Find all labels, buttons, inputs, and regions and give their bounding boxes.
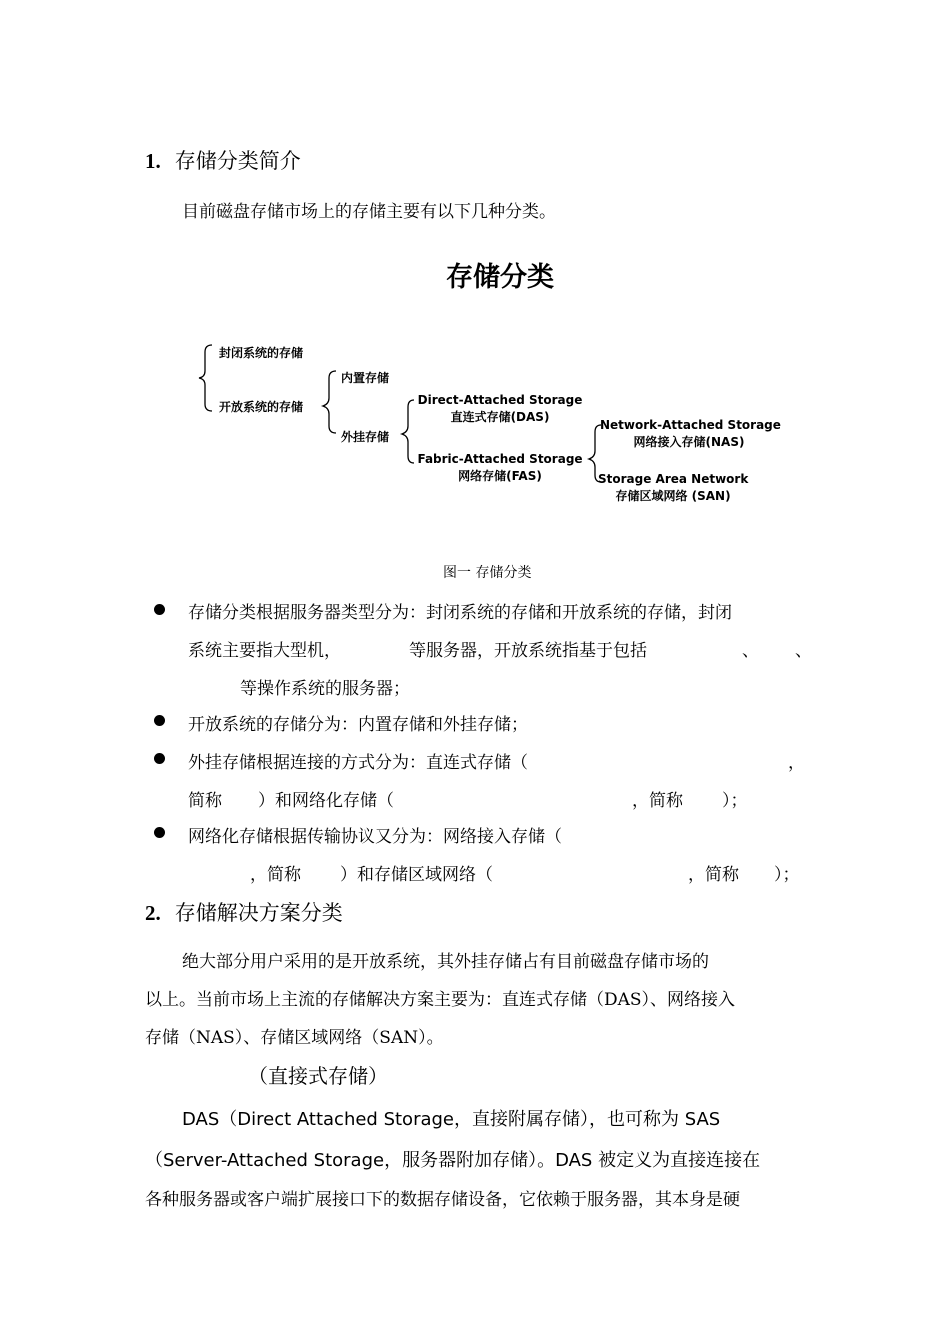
section1-title: 存储分类简介 bbox=[174, 149, 301, 173]
figure-caption: 图一 存储分类 bbox=[443, 565, 532, 581]
bullet3-line2a: 简称 bbox=[188, 791, 222, 811]
bullet-dot bbox=[154, 715, 165, 726]
bullet1-line2a: 系统主要指大型机， bbox=[188, 641, 341, 661]
section2-para1-line2: 以上。当前市场上主流的存储解决方案主要为：直连式存储（DAS）、网络接入 bbox=[145, 990, 736, 1010]
node-san bbox=[598, 472, 748, 504]
section2-para1-line1: 绝大部分用户采用的是开放系统，其外挂存储占有目前磁盘存储市场的 bbox=[182, 952, 709, 972]
bullet-dot bbox=[154, 604, 165, 615]
das-subheading: （直接式存储） bbox=[248, 1064, 388, 1088]
bullet4-line1: 网络化存储根据传输协议又分为：网络接入存储（ bbox=[188, 827, 562, 847]
bullet4-line2c: ，简称 bbox=[688, 865, 739, 885]
das-para-line2 bbox=[145, 1146, 760, 1172]
bullet3-line2d: ）； bbox=[722, 791, 748, 811]
node-closed-system: 封闭系统的存储 bbox=[219, 346, 304, 360]
bullet4-line2d: ）； bbox=[774, 865, 800, 885]
bullet4-line2a: ，简称 bbox=[250, 865, 301, 885]
node-fas bbox=[417, 452, 583, 484]
node-nas bbox=[600, 418, 781, 450]
bracket-open bbox=[323, 371, 336, 433]
bullet3-line2b: ）和网络化存储（ bbox=[258, 791, 394, 811]
bullet-dot bbox=[154, 827, 165, 838]
node-san-cn: 存储区域网络 (SAN) bbox=[615, 489, 731, 503]
node-nas-en: Network-Attached Storage bbox=[600, 418, 781, 432]
bullet1-line2b: 等服务器，开放系统指基于包括 bbox=[409, 641, 647, 661]
das-para-line1-text: DAS（Direct Attached Storage，直接附属存储），也可称为 SAS bbox=[182, 1109, 721, 1130]
section2-para1-line3: 存储（NAS）、存储区域网络（SAN）。 bbox=[145, 1028, 444, 1048]
das-para-line3: 各种服务器或客户端扩展接口下的数据存储设备，它依赖于服务器，其本身是硬 bbox=[145, 1190, 740, 1210]
diagram-title: 存储分类 bbox=[446, 262, 554, 293]
section2-number: 2. bbox=[145, 901, 161, 925]
node-internal: 内置存储 bbox=[341, 371, 390, 385]
das-para-line2-text: （Server-Attached Storage，服务器附加存储）。DAS 被定义为直接连接在 bbox=[145, 1150, 761, 1171]
bullet1-line2d: 、 bbox=[795, 641, 812, 661]
bullet1-line3: 等操作系统的服务器； bbox=[240, 679, 410, 699]
bullet4-line2b: ）和存储区域网络（ bbox=[340, 865, 493, 885]
bullet1-line1: 存储分类根据服务器类型分为：封闭系统的存储和开放系统的存储，封闭 bbox=[188, 603, 732, 623]
bullet-dot bbox=[154, 753, 165, 764]
bullet3-line1a: 外挂存储根据连接的方式分为：直连式存储（ bbox=[188, 753, 528, 773]
bullet3-line2c: ，简称 bbox=[632, 791, 683, 811]
bracket-root bbox=[199, 345, 212, 411]
bullet3-line1b: ， bbox=[788, 753, 805, 773]
bullet2-text: 开放系统的存储分为：内置存储和外挂存储； bbox=[188, 715, 528, 735]
bullet1-line2c: 、 bbox=[742, 641, 759, 661]
node-san-en: Storage Area Network bbox=[598, 472, 749, 486]
section2-heading bbox=[145, 897, 343, 927]
node-fas-cn: 网络存储(FAS) bbox=[458, 469, 542, 483]
bracket-external bbox=[402, 400, 414, 463]
section2-title: 存储解决方案分类 bbox=[174, 901, 343, 925]
section1-number: 1. bbox=[145, 149, 161, 173]
section1-intro: 目前磁盘存储市场上的存储主要有以下几种分类。 bbox=[182, 202, 556, 222]
node-das-cn: 直连式存储(DAS) bbox=[450, 410, 550, 424]
node-das bbox=[417, 393, 583, 425]
node-external: 外挂存储 bbox=[341, 430, 390, 444]
das-para-line1 bbox=[182, 1105, 720, 1131]
node-fas-en: Fabric-Attached Storage bbox=[417, 452, 583, 466]
node-das-en: Direct-Attached Storage bbox=[417, 393, 583, 407]
node-nas-cn: 网络接入存储(NAS) bbox=[633, 435, 745, 449]
node-open-system: 开放系统的存储 bbox=[219, 400, 304, 414]
